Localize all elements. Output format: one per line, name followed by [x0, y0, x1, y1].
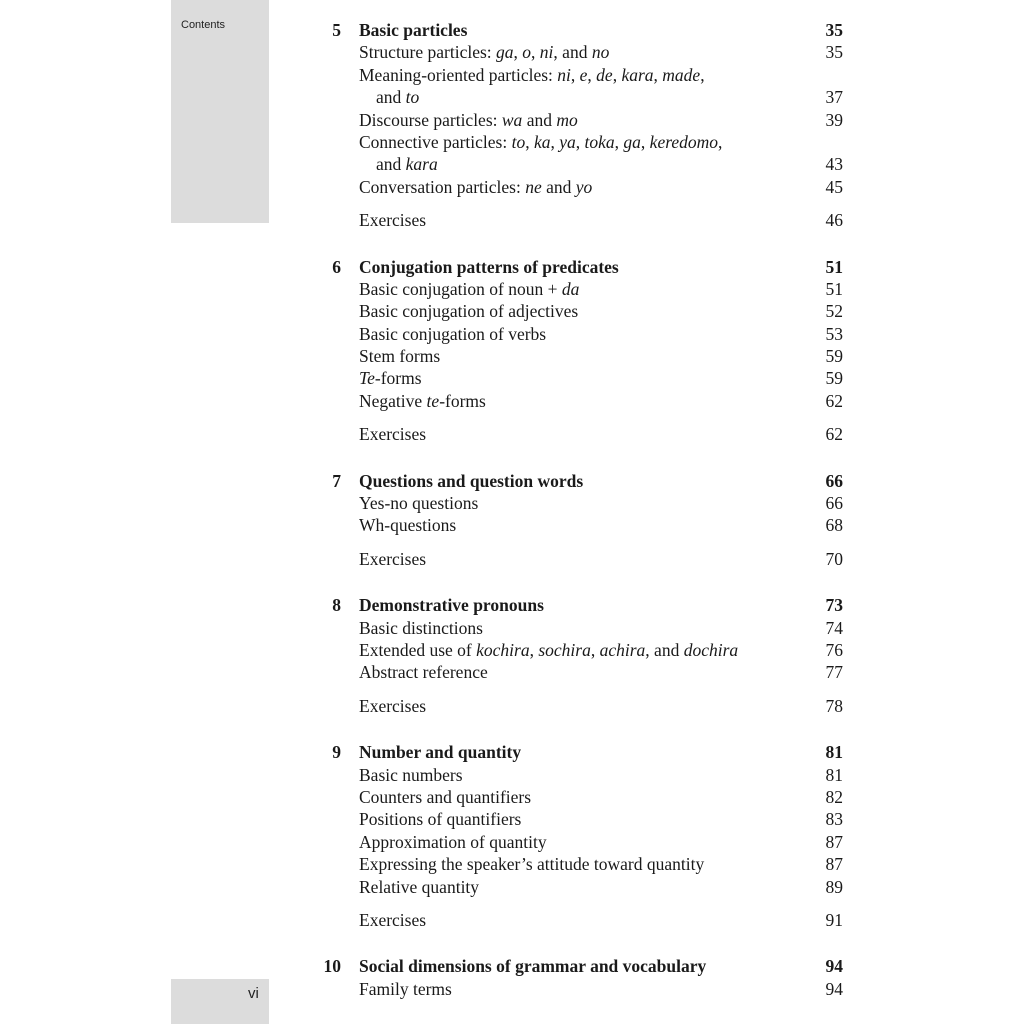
entry-title-italic: kochira [476, 639, 530, 660]
entry-title-italic: ga [623, 131, 641, 152]
entry-title [359, 639, 738, 661]
entry-title-italic: mo [556, 109, 578, 130]
entry-title-italic: de [596, 64, 613, 85]
entry-title-italic: wa [501, 109, 523, 130]
entry-title [359, 278, 579, 300]
entry-title-text: Yes-no questions [359, 493, 479, 514]
entry-title-text: , [614, 131, 624, 152]
entry-title-text: Basic conjugation of adjectives [359, 301, 579, 322]
entry-title-text: Stem forms [359, 346, 441, 367]
entry-page: 81 [825, 764, 843, 785]
entry-page: 52 [825, 301, 843, 322]
chapter-heading [300, 594, 843, 616]
toc-entry-line [300, 153, 843, 175]
exercises-entry [300, 909, 843, 931]
entry-title [359, 131, 722, 153]
entry-title-italic: Te [359, 368, 375, 389]
entry-page: 94 [825, 978, 843, 999]
entry-title-text: -forms [439, 390, 486, 411]
chapter-page: 35 [825, 20, 843, 40]
entry-page: 83 [825, 809, 843, 830]
entry-title [359, 808, 521, 830]
entry-title-text: Discourse particles: [359, 109, 502, 130]
exercises-page: 46 [825, 210, 843, 231]
chapter-page: 73 [825, 595, 843, 616]
entry-page: 74 [825, 617, 843, 638]
entry-title-italic: sochira [538, 639, 591, 660]
entry-title-text: , and [645, 639, 684, 660]
toc-entry-line [300, 617, 843, 639]
running-head: Contents [181, 19, 226, 31]
chapter-title: Social dimensions of grammar and vocabulary [359, 956, 707, 977]
chapter-9 [300, 741, 843, 931]
entry-page: 62 [825, 390, 843, 411]
entry-title-text: , [590, 639, 600, 660]
entry-title-text: Structure particles: [359, 42, 497, 63]
entry-title-italic: keredomo [649, 131, 719, 152]
exercises-label: Exercises [359, 909, 427, 930]
entry-title [376, 86, 419, 108]
toc-entry-line [300, 978, 843, 1000]
chapter-title: Basic particles [359, 20, 468, 40]
entry-title [359, 514, 456, 536]
entry-title-italic: da [561, 278, 580, 299]
entry-page: 45 [825, 176, 843, 197]
chapter-number: 10 [323, 956, 341, 977]
toc-entry-line [300, 109, 843, 131]
entry-title-italic: ni [539, 42, 554, 63]
entry-title-text: , [531, 42, 540, 63]
entry-title-italic: o [522, 42, 532, 63]
entry-title-italic: no [591, 42, 610, 63]
entry-title-text: , [700, 64, 705, 85]
exercises-label: Exercises [359, 548, 427, 569]
exercises-label: Exercises [359, 210, 427, 231]
entry-title [359, 323, 546, 345]
entry-title-text: Basic distinctions [359, 617, 483, 638]
exercises-page: 91 [825, 909, 843, 930]
entry-page: 82 [825, 786, 843, 807]
entry-title-text: , [525, 131, 534, 152]
entry-page: 35 [825, 42, 843, 63]
toc-entry-line [300, 367, 843, 389]
entry-page: 59 [825, 368, 843, 389]
entry-title-text: , [550, 131, 560, 152]
entry-title-text: , [653, 64, 663, 85]
entry-title [359, 978, 452, 1000]
toc-entry-line [300, 661, 843, 683]
entry-title [376, 153, 438, 175]
toc-entry-line [300, 492, 843, 514]
entry-page: 43 [825, 154, 843, 175]
chapter-number: 8 [332, 595, 341, 616]
entry-title [359, 109, 578, 131]
entry-title-text: Expressing the speaker’s attitude toward quantity [359, 854, 705, 875]
toc-entry-line [300, 853, 843, 875]
entry-title-text: , [587, 64, 597, 85]
chapter-page: 94 [825, 956, 843, 977]
entry-title-text: Counters and quantifiers [359, 786, 532, 807]
entry-title [359, 300, 578, 322]
chapter-page: 51 [825, 256, 843, 277]
entry-title [359, 345, 440, 367]
entry-title-italic: to [405, 87, 420, 108]
chapter-heading [300, 470, 843, 492]
chapter-title: Number and quantity [359, 742, 522, 763]
entry-title-text: Negative [359, 390, 427, 411]
entry-page: 51 [825, 278, 843, 299]
entry-title-italic: ya [559, 131, 576, 152]
toc-entry-line [300, 323, 843, 345]
entry-title-italic: e [579, 64, 588, 85]
toc-entry-line [300, 786, 843, 808]
entry-title [359, 786, 531, 808]
entry-title-text: , [640, 131, 650, 152]
entry-title-text: Abstract reference [359, 662, 488, 683]
chapter-page: 81 [825, 742, 843, 763]
toc-entry-line [300, 514, 843, 536]
entry-page: 68 [825, 515, 843, 536]
toc-entry-line [300, 86, 843, 108]
toc-entry-line [300, 808, 843, 830]
toc-entry-line [300, 639, 843, 661]
entry-title [359, 876, 479, 898]
toc-entry-line [300, 764, 843, 786]
entry-title-text: and [541, 176, 576, 197]
entry-title-text: Family terms [359, 978, 452, 999]
chapter-heading [300, 955, 843, 977]
entry-title [359, 831, 547, 853]
chapter-6 [300, 256, 843, 446]
toc-entry-line [300, 300, 843, 322]
entry-title-text: , [575, 131, 585, 152]
entry-title-text: and [376, 154, 406, 175]
entry-title-text: Conversation particles: [359, 176, 526, 197]
toc-entry-line [300, 278, 843, 300]
entry-title-italic: achira [599, 639, 646, 660]
entry-title [359, 390, 486, 412]
chapter-number: 7 [332, 470, 341, 491]
exercises-entry [300, 423, 843, 445]
entry-title-italic: made [662, 64, 701, 85]
exercises-page: 62 [825, 424, 843, 445]
entry-page: 66 [825, 493, 843, 514]
entry-title-text: Basic conjugation of noun + [359, 278, 562, 299]
entry-title-italic: ni [557, 64, 571, 85]
entry-page: 76 [825, 639, 843, 660]
exercises-entry [300, 548, 843, 570]
entry-title-text: -forms [374, 368, 422, 389]
entry-title-text: Basic conjugation of verbs [359, 323, 547, 344]
toc-entry-line [300, 41, 843, 63]
margin-tab-top [171, 0, 269, 223]
entry-page: 59 [825, 346, 843, 367]
entry-title-text: Approximation of quantity [359, 831, 547, 852]
toc-entry-line [300, 131, 843, 153]
entry-title-text: Extended use of [359, 639, 477, 660]
exercises-entry [300, 695, 843, 717]
entry-title [359, 64, 705, 86]
chapter-title: Demonstrative pronouns [359, 595, 544, 616]
toc-entry-line [300, 876, 843, 898]
chapter-heading [300, 19, 843, 41]
entry-title-italic: ne [525, 176, 542, 197]
toc-entry-line [300, 345, 843, 367]
exercises-page: 78 [825, 695, 843, 716]
entry-title [359, 853, 704, 875]
chapter-10 [300, 955, 843, 1000]
entry-title [359, 661, 488, 683]
entry-page: 89 [825, 876, 843, 897]
entry-title-text: , [513, 42, 523, 63]
entry-title-italic: ga [496, 42, 514, 63]
entry-page: 37 [825, 87, 843, 108]
entry-title [359, 367, 422, 389]
page-number: vi [248, 985, 259, 1002]
entry-page: 87 [825, 831, 843, 852]
entry-title-text: Meaning-oriented particles: [359, 64, 558, 85]
entry-page: 53 [825, 323, 843, 344]
toc-entry-line [300, 831, 843, 853]
entry-title-italic: kara [405, 154, 438, 175]
chapter-8 [300, 594, 843, 717]
entry-title [359, 41, 609, 63]
entry-title-italic: to [511, 131, 526, 152]
entry-title [359, 764, 463, 786]
chapter-title: Questions and question words [359, 470, 584, 491]
entry-title-italic: te [426, 390, 440, 411]
entry-title-italic: kara [621, 64, 654, 85]
entry-title-text: Relative quantity [359, 876, 480, 897]
chapter-page: 66 [825, 470, 843, 491]
entry-title-text: and [376, 87, 406, 108]
entry-title [359, 176, 592, 198]
chapter-5 [300, 19, 843, 232]
entry-title-text: , [612, 64, 622, 85]
entry-title-italic: toka [584, 131, 615, 152]
entry-title-text: Positions of quantifiers [359, 809, 522, 830]
entry-title-italic: dochira [683, 639, 739, 660]
entry-page: 77 [825, 662, 843, 683]
chapter-number: 5 [332, 20, 341, 40]
entry-page: 39 [825, 109, 843, 130]
exercises-label: Exercises [359, 424, 427, 445]
entry-title-text: Connective particles: [359, 131, 512, 152]
entry-title-text: , [570, 64, 580, 85]
entry-title-text: , [529, 639, 539, 660]
chapter-heading [300, 741, 843, 763]
chapter-7 [300, 470, 843, 571]
entry-title-italic: ka [533, 131, 551, 152]
chapter-title: Conjugation patterns of predicates [359, 256, 619, 277]
entry-title-text: , and [553, 42, 592, 63]
chapter-number: 6 [332, 256, 341, 277]
toc-entry-line [300, 176, 843, 198]
exercises-label: Exercises [359, 695, 427, 716]
entry-title-text: , [718, 131, 723, 152]
entry-title-italic: yo [575, 176, 593, 197]
table-of-contents [300, 19, 843, 1024]
toc-entry-line [300, 390, 843, 412]
toc-entry-line [300, 64, 843, 86]
entry-title-text: Wh-questions [359, 515, 457, 536]
exercises-page: 70 [825, 548, 843, 569]
chapter-heading [300, 256, 843, 278]
entry-page: 87 [825, 854, 843, 875]
entry-title [359, 617, 483, 639]
entry-title-text: and [522, 109, 557, 130]
entry-title [359, 492, 478, 514]
exercises-entry [300, 209, 843, 231]
chapter-number: 9 [332, 742, 341, 763]
entry-title-text: Basic numbers [359, 764, 463, 785]
